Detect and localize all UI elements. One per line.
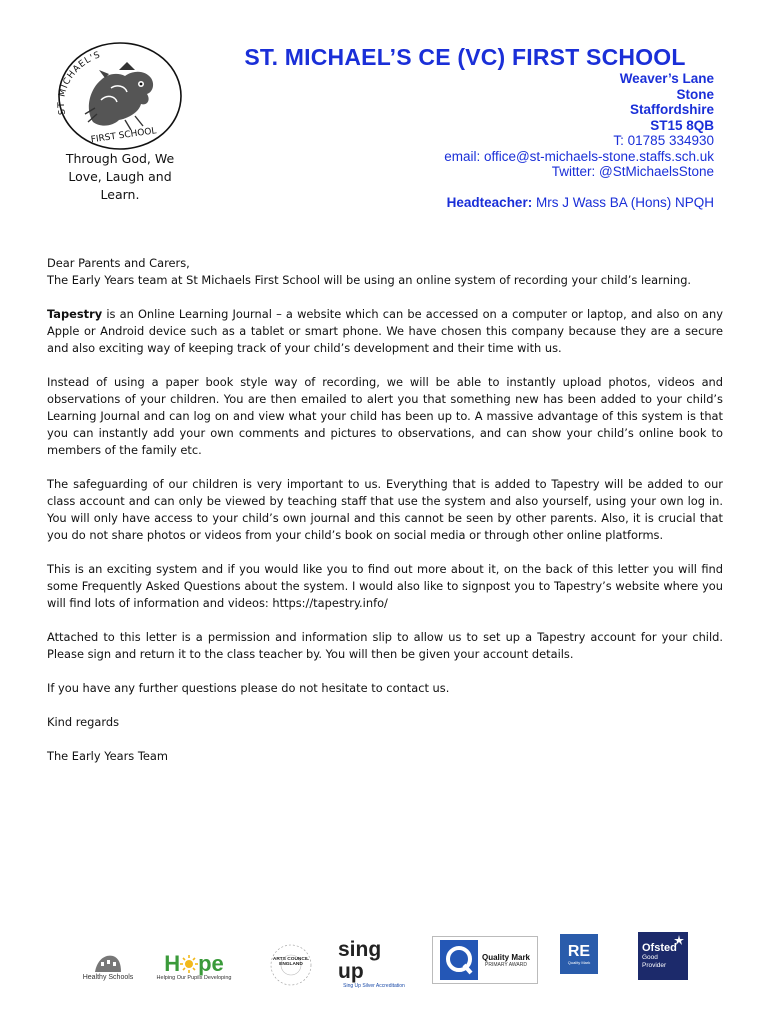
phone-number: T: 01785 334930 — [613, 133, 714, 148]
letter-closing: Kind regards — [47, 715, 120, 729]
re-quality-mark-logo — [560, 934, 598, 974]
letter-paragraph-tapestry — [47, 306, 723, 357]
arts-council-label: ARTS COUNCIL ENGLAND — [272, 957, 310, 967]
svg-text:ST MICHAEL'S: ST MICHAEL'S — [56, 50, 103, 116]
quality-mark-title: Quality Mark — [481, 952, 530, 962]
motto-line: Love, Laugh and — [68, 169, 172, 184]
school-motto — [45, 150, 195, 204]
ofsted-logo — [638, 932, 688, 980]
healthy-schools-label: Healthy Schools — [82, 973, 134, 981]
re-mark-label: RE — [567, 942, 591, 960]
letter-signature: The Early Years Team — [47, 749, 168, 763]
ofsted-title: Ofsted — [642, 942, 677, 954]
school-name-heading: ST. MICHAEL’S CE (VC) FIRST SCHOOL — [244, 44, 686, 70]
quality-mark-subtitle: PRIMARY AWARD — [485, 961, 527, 968]
sing-up-subtitle: Sing Up Silver Accreditation — [343, 983, 405, 989]
letter-paragraph-permission: Attached to this letter is a permission and information slip to allow us to set up a Tapestry account for your child. Please sign and return it to the class teacher by. You will then be given your account details. — [47, 630, 723, 661]
letter-intro: The Early Years team at St Michaels First School will be using an online system of recording your child’s learning. — [47, 273, 692, 287]
healthy-schools-icon — [93, 952, 123, 974]
ofsted-star-icon — [674, 935, 684, 945]
re-mark-subtitle: Quality Mark — [567, 959, 591, 965]
headteacher-line — [447, 195, 714, 210]
hope-letter-h: H — [164, 951, 181, 976]
sing-up-logo — [338, 938, 410, 989]
quality-mark-logo — [432, 936, 538, 984]
address-county: Staffordshire — [629, 102, 714, 117]
letter-paragraph-safeguarding: The safeguarding of our children is very important to us. Everything that is added to Tapestry will be added to our class account and can only be viewed by teaching staff that use the system and also yourself, using your own log in. You will only have access to your child’s own journal and this cannot be seen by other parents. Also, it is crucial that you do not share photos or videos from your child’s book on social media or through other online platforms. — [47, 477, 723, 542]
hope-subtitle: Helping Our Pupils Developing — [156, 975, 232, 981]
hope-letters-pe: pe — [198, 951, 224, 976]
school-address — [444, 71, 714, 180]
arts-council-logo — [266, 940, 316, 990]
letter-paragraph-questions: If you have any further questions please do not hesitate to contact us. — [47, 681, 450, 695]
headteacher-name: Mrs J Wass BA (Hons) NPQH — [535, 195, 714, 210]
address-town: Stone — [676, 86, 714, 102]
sun-icon — [180, 955, 198, 973]
school-logo — [55, 40, 185, 152]
twitter-link[interactable]: Twitter: @StMichaelsStone — [551, 164, 714, 179]
sing-up-wordmark: sing up — [338, 938, 382, 983]
svg-text:FIRST SCHOOL: FIRST SCHOOL — [90, 126, 158, 146]
paragraph-text: is an Online Learning Journal – a website which can be accessed on a computer or laptop, and also on any Apple or Android device such as a tablet or smart phone. We have chosen this company because they are a secure and also exciting way of keeping track of your child’s development and their time with us. — [47, 307, 723, 355]
letter-greeting: Dear Parents and Carers, — [47, 256, 190, 270]
address-postcode: ST15 8QB — [650, 117, 714, 133]
quality-mark-q-icon — [440, 940, 478, 980]
headteacher-label: Headteacher: — [446, 195, 533, 210]
letter-paragraph-recording: Instead of using a paper book style way of recording, we will be able to instantly upload photos, videos and observations of your children. You are then emailed to alert you that something new has been added to your child’s Learning Journal and can log on and view what your child has been up to. A massive advantage of this system is that you can instantly add your own comments and pictures to observations, and can show your child’s online book to members of the family etc. — [47, 375, 723, 457]
letter-body — [47, 255, 723, 782]
accreditation-footer — [60, 930, 710, 990]
letter-paragraph-faq: This is an exciting system and if you would like you to find out more about it, on the back of this letter you will find some Frequently Asked Questions about the system. I would also like to signpost you to Tapestry’s website where you will find lots of information and videos: https://tapestry.info/ — [47, 562, 723, 610]
healthy-schools-logo — [75, 948, 141, 984]
address-street: Weaver’s Lane — [619, 71, 714, 86]
email-link[interactable]: email: office@st-michaels-stone.staffs.sch.uk — [444, 148, 714, 164]
motto-line: Learn. — [100, 187, 140, 202]
motto-line: Through God, We — [65, 151, 175, 166]
tapestry-term: Tapestry — [47, 307, 103, 321]
hope-logo — [154, 948, 234, 986]
ofsted-subtitle: Good Provider — [642, 954, 667, 969]
